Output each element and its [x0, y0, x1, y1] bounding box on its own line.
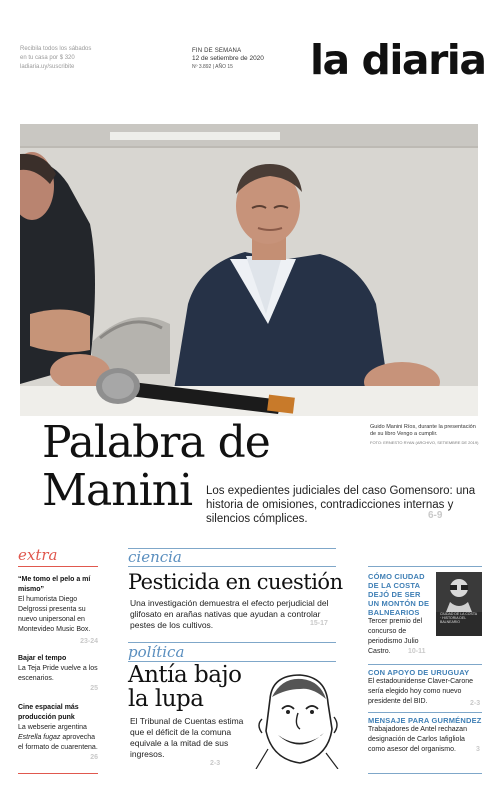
brief-title: CON APOYO DE URUGUAY [368, 668, 470, 677]
edition-date: 12 de setiembre de 2020 [192, 55, 264, 62]
ciencia-pages: 15-17 [310, 620, 328, 627]
edition-label: FIN DE SEMANA [192, 48, 242, 54]
book-title: CIUDAD DE LA COSTA · HISTORIA DEL BALNEARIO [440, 612, 477, 624]
section-label-extra[interactable]: extra [18, 546, 58, 564]
section-label-ciencia[interactable]: ciencia [128, 548, 182, 566]
divider [18, 566, 98, 567]
lead-photo[interactable] [20, 124, 478, 416]
brief-item[interactable] [18, 575, 98, 645]
masthead [0, 0, 500, 112]
brief-text: La Teja Pride vuelve a los escenarios. [18, 665, 98, 682]
brief-text: El humorista Diego Delgrossi presenta su nuevo unipersonal en Montevideo Music Box. [18, 596, 91, 633]
brief-text: Tercer premio del concurso de periodismo Julio Castro. [368, 618, 423, 655]
headline-line: Palabra de [42, 417, 270, 468]
promo-line: Recibila todos los sábados [20, 46, 92, 52]
brief-pages: 2-3 [470, 700, 481, 707]
headline-line: la lupa [128, 686, 204, 712]
photo-credit: FOTO: ERNESTO RYAN (ARCHIVO, SETIEMBRE DE 2019) [370, 440, 479, 445]
ciencia-headline[interactable]: Pesticida en cuestión [128, 570, 343, 594]
caricature-illustration[interactable] [252, 669, 342, 769]
brief-pages: 26 [90, 754, 98, 761]
brief-title: “Me tomo el pelo a mí mismo” [18, 576, 91, 593]
ciencia-text: Una investigación demuestra el efecto perjudicial del glifosato en arañas nativas que ayudan a controlar pestes de los cultivos. [130, 598, 329, 630]
politica-text: El Tribunal de Cuentas estima que el déficit de la comuna equivale a la mitad de sus ingresos. [130, 716, 244, 759]
headline-line: Antía bajo [128, 662, 242, 688]
promo-link[interactable]: ladiaria.uy/suscribite [20, 64, 75, 70]
edition-info [192, 47, 264, 71]
divider [128, 566, 336, 567]
promo-line: en tu casa por $ 320 [20, 55, 75, 61]
brief-text-italic: Estrella fugaz [18, 734, 61, 741]
extra-section [18, 546, 98, 564]
brief-item[interactable] [368, 716, 482, 755]
brief-title: MENSAJE PARA GURMÉNDEZ [368, 716, 482, 725]
divider [368, 773, 482, 774]
main-deck: Los expedientes judiciales del caso Gomensoro: una historia de omisiones, contradicciones internas y silencios cómplices. [206, 485, 476, 525]
brief-item[interactable] [18, 703, 98, 761]
section-label-politica[interactable]: política [128, 643, 185, 661]
divider [368, 664, 482, 665]
divider [368, 566, 482, 567]
brief-pages: 3 [476, 746, 480, 753]
brief-item[interactable] [18, 654, 98, 692]
brief-item[interactable] [368, 668, 482, 707]
brief-title: Bajar el tempo [18, 655, 67, 662]
brief-title: Cine espacial más producción punk [18, 704, 79, 721]
issue-number: Nº 3.892 | AÑO 15 [192, 64, 233, 70]
divider [368, 712, 482, 713]
caption-text: Guido Manini Ríos, durante la presentación de su libro Vengo a cumplir. [370, 424, 476, 437]
brief-pages: 10-11 [408, 648, 426, 655]
brief-text-part: La webserie argentina [18, 724, 87, 731]
brief-title: CÓMO CIUDAD DE LA COSTA DEJÓ DE SER UN MONTÓN DE BALNEARIOS [368, 572, 430, 617]
brief-pages: 23-24 [80, 638, 98, 645]
politica-pages: 2-3 [210, 760, 221, 767]
brief-text: Trabajadores de Antel rechazan designación de Carlos Iafigliola como asesor del organismo. [368, 726, 467, 753]
main-pages: 6-9 [428, 510, 443, 521]
subscription-promo [20, 45, 130, 72]
newspaper-logo[interactable]: la diaria [310, 36, 486, 84]
politica-headline[interactable] [128, 663, 241, 711]
book-cover-image[interactable] [436, 572, 482, 636]
headline-line: Manini [42, 465, 193, 516]
brief-pages: 25 [90, 685, 98, 692]
brief-item[interactable] [368, 572, 434, 657]
brief-text [18, 723, 98, 753]
brief-text-part: aprovecha el formato de cuarentena. [18, 734, 98, 751]
brief-text: El estadounidense Claver-Carone sería elegido hoy como nuevo presidente del BID. [368, 678, 474, 705]
photo-caption [370, 424, 482, 446]
divider [18, 773, 98, 774]
